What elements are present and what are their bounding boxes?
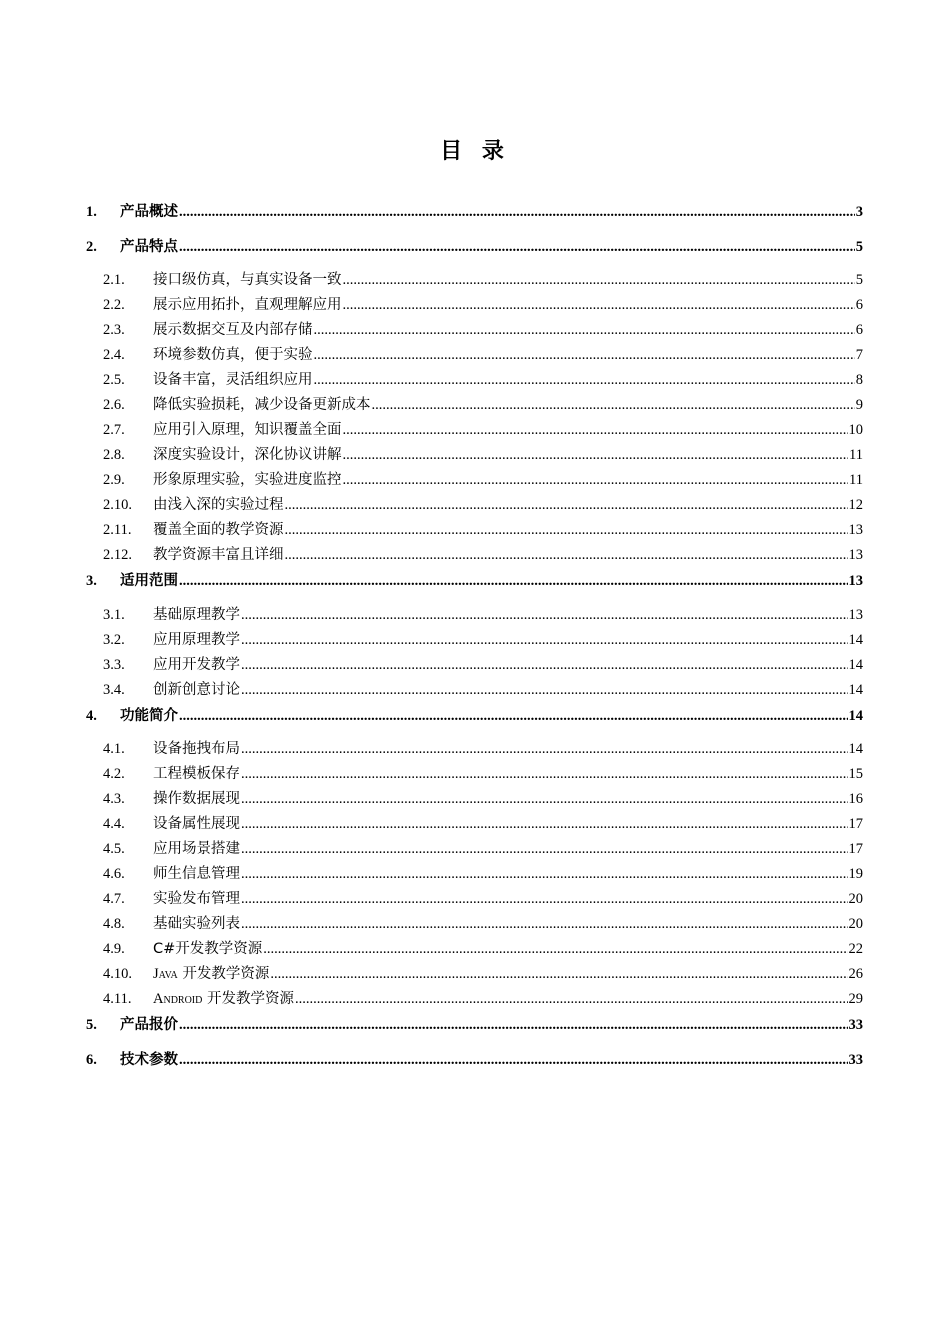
toc-entry-number: 4.2. <box>103 766 125 782</box>
toc-entry-title: 深度实验设计，深化协议讲解 <box>153 447 342 463</box>
toc-entry-number: 3.4. <box>103 681 125 698</box>
toc-entry-number: 2.3. <box>103 322 125 338</box>
toc-entry-number: 4.1. <box>103 741 125 757</box>
toc-entry-title: 产品特点 <box>120 238 178 255</box>
table-of-contents <box>86 199 863 1081</box>
toc-entry-number: 2.6. <box>103 397 125 413</box>
toc-dot-leader <box>314 318 855 343</box>
toc-dot-leader <box>241 653 848 678</box>
toc-dot-leader <box>343 443 849 468</box>
toc-entry-title-rest: 开发教学资源 <box>202 991 294 1007</box>
toc-dot-leader <box>241 737 848 762</box>
toc-entry-number: 2.4. <box>103 347 125 363</box>
toc-entry-subsection[interactable] <box>86 603 863 628</box>
toc-dot-leader <box>179 234 855 260</box>
toc-entry-page-number: 13 <box>848 522 863 538</box>
toc-entry-title: 设备拖拽布局 <box>153 741 240 757</box>
toc-entry-page-number: 19 <box>848 866 863 882</box>
toc-entry-page-number: 22 <box>848 941 863 957</box>
toc-entry-subsection[interactable] <box>86 318 863 343</box>
toc-entry-number: 2.11. <box>103 522 132 538</box>
toc-entry-title: 形象原理实验，实验进度监控 <box>153 472 342 488</box>
toc-entry-subsection[interactable] <box>86 393 863 418</box>
toc-entry-subsection[interactable] <box>86 762 863 787</box>
toc-entry-title: 操作数据展现 <box>153 791 240 807</box>
toc-entry-number: 2.7. <box>103 422 125 438</box>
toc-entry-title: 教学资源丰富且详细 <box>153 547 284 563</box>
toc-dot-leader <box>241 787 848 812</box>
toc-entry-title: 设备属性展现 <box>153 816 240 832</box>
toc-entry-page-number: 17 <box>848 841 863 857</box>
toc-entry-number: 4.11. <box>103 991 132 1007</box>
toc-entry-number: 2.9. <box>103 472 125 488</box>
toc-dot-leader <box>241 628 848 653</box>
toc-entry-number: 2.8. <box>103 447 125 463</box>
toc-entry-subsection[interactable] <box>86 343 863 368</box>
toc-entry-page-number: 13 <box>848 573 863 589</box>
toc-entry-number: 4.7. <box>103 891 125 907</box>
toc-entry-section[interactable] <box>86 703 863 738</box>
toc-entry-subsection[interactable] <box>86 787 863 812</box>
toc-entry-title: 基础实验列表 <box>153 916 240 932</box>
toc-entry-title: 设备丰富，灵活组织应用 <box>153 372 313 388</box>
toc-entry-title: 产品概述 <box>120 204 178 220</box>
toc-entry-subsection[interactable] <box>86 987 863 1012</box>
toc-dot-leader <box>285 543 848 568</box>
toc-dot-leader <box>343 268 855 293</box>
toc-entry-page-number: 12 <box>848 497 863 513</box>
toc-entry-number: 4.4. <box>103 816 125 832</box>
toc-entry-title: 降低实验损耗，减少设备更新成本 <box>153 397 371 413</box>
toc-dot-leader <box>179 1047 848 1073</box>
toc-dot-leader <box>241 887 848 912</box>
toc-entry-title: 接口级仿真，与真实设备一致 <box>153 272 342 288</box>
toc-dot-leader <box>179 703 848 729</box>
toc-dot-leader <box>241 837 848 862</box>
toc-entry-title-rest: 开发教学资源 <box>177 966 270 982</box>
toc-entry-subsection[interactable] <box>86 837 863 862</box>
toc-dot-leader <box>343 468 849 493</box>
toc-entry-title: 展示应用拓扑，直观理解应用 <box>153 297 342 313</box>
toc-entry-title-prefix: Android <box>153 991 203 1007</box>
toc-entry-subsection[interactable] <box>86 812 863 837</box>
toc-entry-number: 2. <box>86 238 97 255</box>
toc-dot-leader <box>270 962 847 987</box>
toc-dot-leader <box>241 603 848 628</box>
toc-entry-subsection[interactable] <box>86 293 863 318</box>
toc-entry-number: 2.10. <box>103 497 132 513</box>
toc-entry-subsection[interactable] <box>86 543 863 568</box>
toc-entry-page-number: 14 <box>848 741 863 757</box>
toc-entry-subsection[interactable] <box>86 628 863 653</box>
toc-entry-number: 2.12. <box>103 547 132 563</box>
toc-entry-subsection[interactable] <box>86 268 863 293</box>
toc-entry-title: 实验发布管理 <box>153 891 240 907</box>
toc-entry-subsection[interactable] <box>86 887 863 912</box>
toc-entry-subsection[interactable] <box>86 937 863 962</box>
toc-entry-page-number: 7 <box>855 347 863 363</box>
toc-entry-title: 产品报价 <box>120 1017 178 1033</box>
toc-entry-number: 4.6. <box>103 866 125 882</box>
toc-dot-leader <box>263 937 847 962</box>
toc-entry-number: 1. <box>86 204 97 220</box>
toc-dot-leader <box>179 199 855 225</box>
toc-entry-section[interactable] <box>86 234 863 269</box>
toc-entry-number: 4.3. <box>103 791 125 807</box>
toc-entry-page-number: 9 <box>855 397 863 413</box>
toc-entry-page-number: 14 <box>848 656 863 673</box>
toc-entry-number: 4.9. <box>103 941 125 957</box>
toc-title: 目 录 <box>440 139 510 164</box>
toc-entry-page-number: 5 <box>855 238 863 255</box>
toc-entry-title: 应用引入原理，知识覆盖全面 <box>153 422 342 438</box>
toc-entry-page-number: 33 <box>848 1017 863 1033</box>
toc-entry-title: 应用开发教学 <box>153 656 240 673</box>
toc-entry-title: 应用场景搭建 <box>153 841 240 857</box>
toc-dot-leader <box>241 678 848 703</box>
toc-entry-page-number: 14 <box>848 681 863 698</box>
toc-entry-subsection[interactable] <box>86 737 863 762</box>
toc-dot-leader <box>343 418 848 443</box>
toc-entry-title: 应用原理教学 <box>153 631 240 648</box>
toc-entry-number: 3. <box>86 573 97 589</box>
toc-dot-leader <box>314 343 855 368</box>
toc-entry-page-number: 20 <box>848 891 863 907</box>
toc-entry-number: 4.8. <box>103 916 125 932</box>
toc-entry-title: 环境参数仿真，便于实验 <box>153 347 313 363</box>
toc-entry-title: C#开发教学资源 <box>153 941 263 957</box>
toc-entry-number: 3.2. <box>103 631 125 648</box>
toc-dot-leader <box>372 393 855 418</box>
toc-entry-page-number: 8 <box>855 372 863 388</box>
toc-dot-leader <box>285 493 848 518</box>
toc-entry-subsection[interactable] <box>86 368 863 393</box>
toc-entry-section[interactable] <box>86 1012 863 1047</box>
toc-entry-title: 功能简介 <box>120 707 178 724</box>
toc-entry-number: 4.10. <box>103 966 132 982</box>
toc-entry-section[interactable] <box>86 199 863 234</box>
toc-dot-leader <box>314 368 855 393</box>
toc-entry-page-number: 26 <box>848 966 863 982</box>
toc-entry-subsection[interactable] <box>86 518 863 543</box>
toc-entry-page-number: 33 <box>848 1051 863 1068</box>
toc-entry-page-number: 14 <box>848 707 863 724</box>
toc-entry-page-number: 6 <box>855 322 863 338</box>
toc-entry-number: 2.5. <box>103 372 125 388</box>
toc-dot-leader <box>285 518 848 543</box>
toc-entry-title: 基础原理教学 <box>153 606 240 623</box>
toc-entry-subsection[interactable] <box>86 418 863 443</box>
toc-entry-page-number: 20 <box>848 916 863 932</box>
toc-entry-number: 6. <box>86 1051 97 1068</box>
toc-entry-number: 2.1. <box>103 272 125 288</box>
toc-entry-page-number: 17 <box>848 816 863 832</box>
toc-entry-number: 3.1. <box>103 606 125 623</box>
toc-entry-subsection[interactable] <box>86 468 863 493</box>
toc-entry-subsection[interactable] <box>86 962 863 987</box>
toc-entry-page-number: 16 <box>848 791 863 807</box>
toc-entry-number: 5. <box>86 1017 97 1033</box>
toc-dot-leader <box>241 912 848 937</box>
toc-entry-subsection[interactable] <box>86 653 863 678</box>
toc-entry-number: 4.5. <box>103 841 125 857</box>
toc-dot-leader <box>295 987 848 1012</box>
toc-entry-number: 4. <box>86 707 97 724</box>
toc-entry-title: 覆盖全面的教学资源 <box>153 522 284 538</box>
toc-entry-page-number: 14 <box>848 631 863 648</box>
toc-entry-section[interactable] <box>86 568 863 603</box>
toc-entry-title-prefix: Java <box>153 966 178 982</box>
toc-dot-leader <box>241 762 848 787</box>
toc-entry-page-number: 29 <box>848 991 863 1007</box>
toc-entry-page-number: 11 <box>849 472 863 488</box>
toc-entry-title <box>153 987 294 1012</box>
toc-entry-page-number: 10 <box>848 422 863 438</box>
toc-entry-title: 展示数据交互及内部存储 <box>153 322 313 338</box>
toc-dot-leader <box>241 862 848 887</box>
toc-entry-title: 师生信息管理 <box>153 866 240 882</box>
toc-dot-leader <box>179 1012 848 1038</box>
toc-entry-title <box>153 962 269 987</box>
toc-entry-title: 适用范围 <box>120 573 178 589</box>
toc-entry-subsection[interactable] <box>86 493 863 518</box>
toc-entry-page-number: 5 <box>855 272 863 288</box>
toc-entry-subsection[interactable] <box>86 912 863 937</box>
toc-entry-page-number: 13 <box>848 547 863 563</box>
toc-entry-title: 创新创意讨论 <box>153 681 240 698</box>
toc-entry-section[interactable] <box>86 1047 863 1082</box>
toc-entry-page-number: 13 <box>848 606 863 623</box>
toc-entry-subsection[interactable] <box>86 443 863 468</box>
toc-entry-subsection[interactable] <box>86 678 863 703</box>
toc-entry-page-number: 6 <box>855 297 863 313</box>
toc-entry-title: 由浅入深的实验过程 <box>153 497 284 513</box>
toc-dot-leader <box>241 812 848 837</box>
toc-entry-number: 3.3. <box>103 656 125 673</box>
toc-entry-page-number: 11 <box>849 447 863 463</box>
toc-entry-subsection[interactable] <box>86 862 863 887</box>
toc-dot-leader <box>343 293 855 318</box>
toc-entry-title: 工程模板保存 <box>153 766 240 782</box>
toc-entry-title: 技术参数 <box>120 1051 178 1068</box>
toc-entry-page-number: 15 <box>848 766 863 782</box>
toc-entry-page-number: 3 <box>855 204 863 220</box>
toc-dot-leader <box>179 568 848 594</box>
toc-entry-number: 2.2. <box>103 297 125 313</box>
